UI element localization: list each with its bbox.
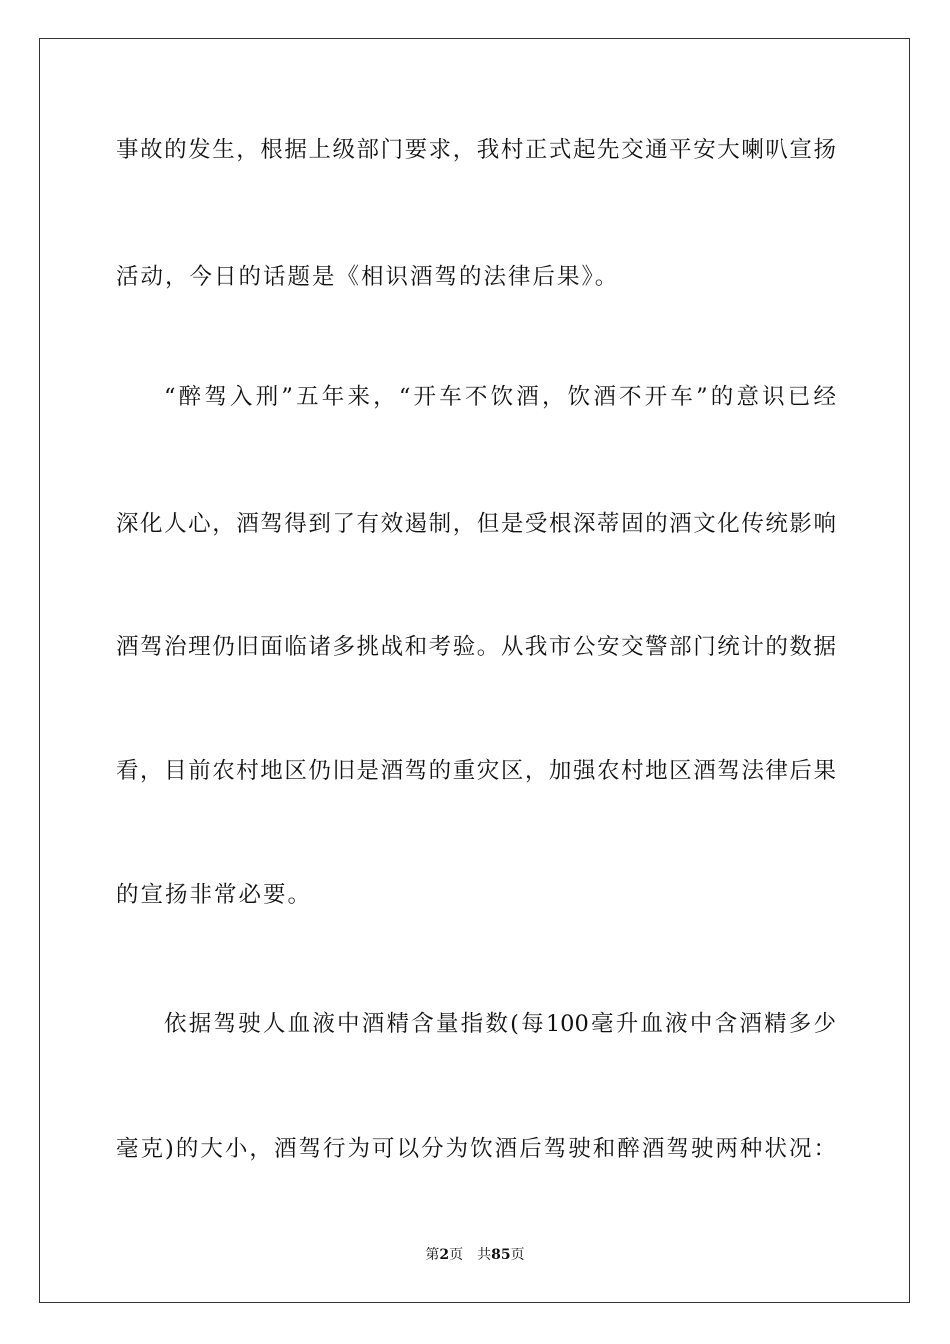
text-line-8: 依据驾驶人血液中酒精含量指数(每100毫升血液中含酒精多少 [164, 1011, 836, 1037]
text-line-4: 深化人心，酒驾得到了有效遏制，但是受根深蒂固的酒文化传统影响 [116, 511, 836, 537]
text-line-5: 酒驾治理仍旧面临诸多挑战和考验。从我市公安交警部门统计的数据 [116, 634, 836, 660]
text-line-6: 看，目前农村地区仍旧是酒驾的重灾区，加强农村地区酒驾法律后果 [116, 758, 836, 784]
total-pages: 85 [491, 1247, 511, 1263]
text-line-1: 事故的发生，根据上级部门要求，我村正式起先交通平安大喇叭宣扬 [116, 137, 836, 163]
text-line-3: “醉驾入刑”五年来，“开车不饮酒，饮酒不开车”的意识已经 [164, 384, 836, 410]
total-prefix: 共 [477, 1247, 492, 1263]
text-line-9: 毫克)的大小，酒驾行为可以分为饮酒后驾驶和醉酒驾驶两种状况： [116, 1136, 836, 1162]
text-line-2: 活动，今日的话题是《相识酒驾的法律后果》。 [116, 264, 620, 290]
page-prefix: 第 [425, 1247, 440, 1263]
page-footer [0, 1244, 950, 1264]
page-border [39, 38, 910, 1303]
page-suffix: 页 [449, 1247, 464, 1263]
total-suffix: 页 [510, 1247, 525, 1263]
page-number: 2 [439, 1247, 450, 1263]
text-line-7: 的宣扬非常必要。 [116, 882, 313, 908]
